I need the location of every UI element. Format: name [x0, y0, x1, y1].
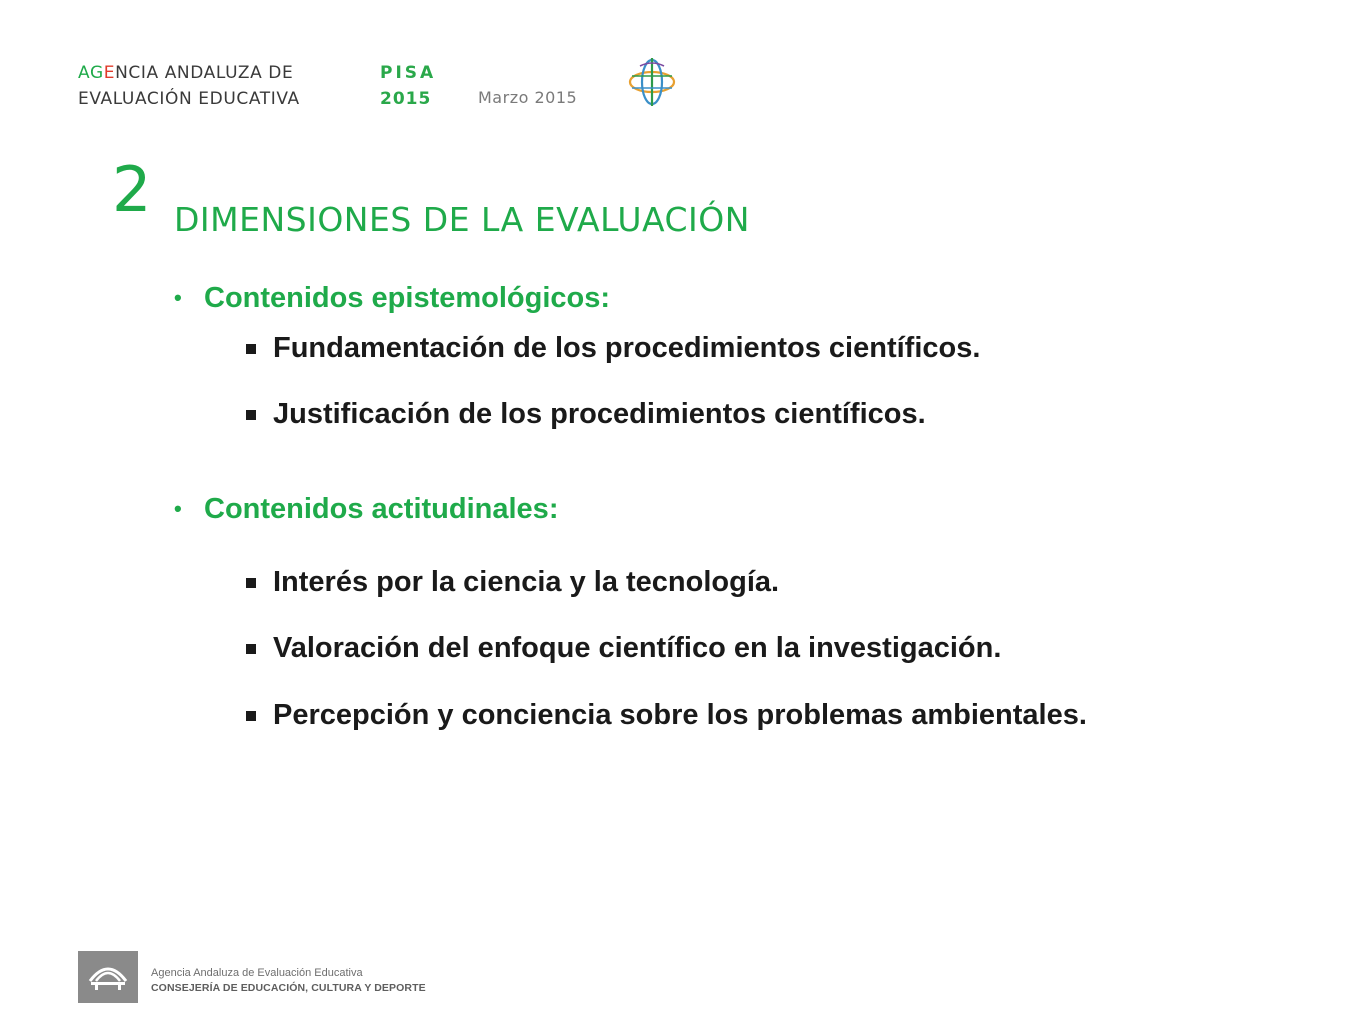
square-bullet-icon [246, 644, 256, 654]
list-item [273, 630, 1193, 667]
bullet-dot-icon: • [174, 285, 182, 310]
section-title: DIMENSIONES DE LA EVALUACIÓN [174, 200, 750, 239]
date-label: Marzo 2015 [478, 88, 578, 107]
list-item-label: Interés por la ciencia y la tecnología. [273, 566, 780, 598]
bullet-dot-icon: • [174, 496, 182, 521]
list-item-label: Justificación de los procedimientos científicos. [273, 398, 926, 430]
list-item [273, 564, 1193, 601]
list-item [273, 697, 1193, 734]
agency-name-line1-rest: NCIA ANDALUZA DE [115, 63, 294, 83]
pisa-label: PISA [380, 63, 437, 83]
agency-name [78, 60, 300, 112]
footer-text [151, 966, 426, 996]
pisa-label-block [380, 60, 436, 112]
group-heading-label: Contenidos actitudinales: [204, 493, 559, 525]
list-item [273, 396, 1193, 433]
pisa-year: 2015 [380, 89, 432, 109]
list-item [273, 330, 1193, 367]
list-item-label: Fundamentación de los procedimientos científicos. [273, 332, 981, 364]
section-number: 2 [112, 153, 152, 226]
footer-agency-name: Agencia Andaluza de Evaluación Educativa [151, 967, 363, 979]
footer-consejeria: CONSEJERÍA DE EDUCACIÓN, CULTURA Y DEPORTE [151, 982, 426, 994]
junta-andalucia-logo-icon [78, 951, 138, 1003]
square-bullet-icon [246, 711, 256, 721]
square-bullet-icon [246, 578, 256, 588]
square-bullet-icon [246, 344, 256, 354]
group-heading-actitudinales [174, 491, 559, 527]
globe-logo-icon [626, 56, 678, 108]
agency-name-line2: EVALUACIÓN EDUCATIVA [78, 89, 300, 109]
list-item-label: Percepción y conciencia sobre los problemas ambientales. [273, 699, 1087, 731]
group-heading-epistemologicos [174, 280, 611, 316]
square-bullet-icon [246, 410, 256, 420]
group-heading-label: Contenidos epistemológicos: [204, 282, 611, 314]
agency-name-line1: AGENCIA ANDALUZA DE [78, 63, 294, 83]
list-item-label: Valoración del enfoque científico en la investigación. [273, 632, 1002, 664]
